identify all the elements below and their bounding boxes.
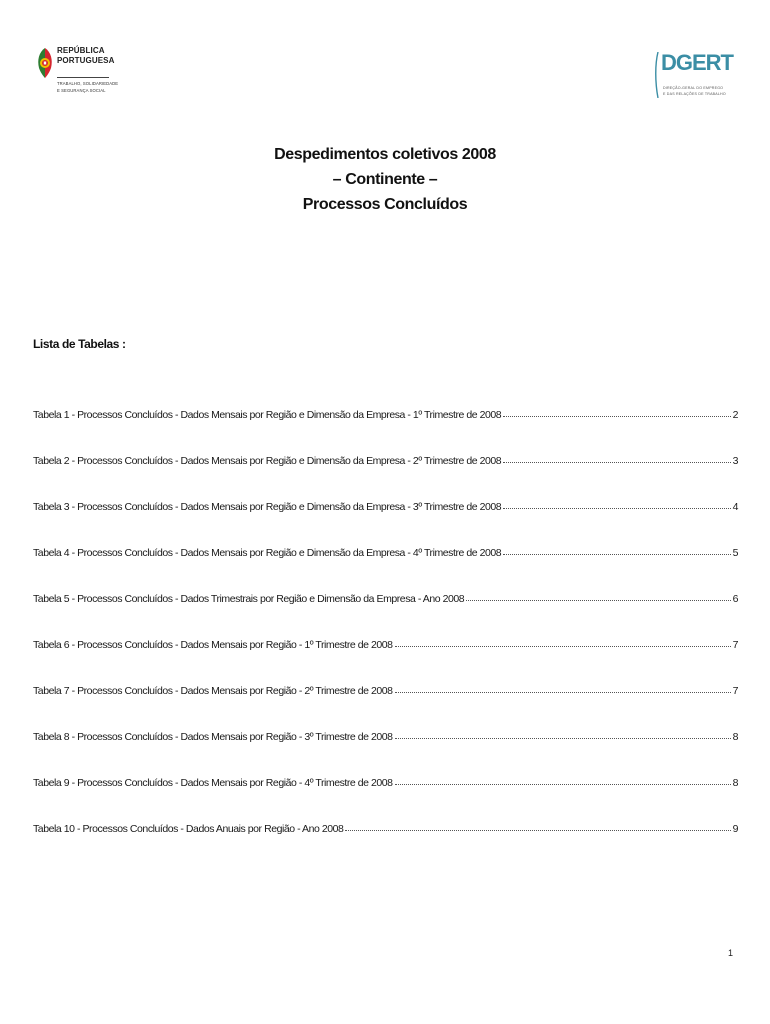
toc-entry[interactable]	[33, 684, 738, 730]
toc-entry-label: Tabela 6 - Processos Concluídos - Dados Mensais por Região - 1º Trimestre de 2008	[33, 639, 393, 651]
toc-entry[interactable]	[33, 638, 738, 684]
toc-entry-label: Tabela 7 - Processos Concluídos - Dados Mensais por Região - 2º Trimestre de 2008	[33, 685, 393, 697]
toc-leader-dots	[466, 591, 730, 601]
toc-leader-dots	[395, 683, 731, 693]
toc-entry[interactable]	[33, 776, 738, 822]
table-of-contents	[33, 408, 738, 868]
toc-entry-label: Tabela 10 - Processos Concluídos - Dados Anuais por Região - Ano 2008	[33, 823, 344, 835]
toc-entry-page: 3	[732, 455, 738, 467]
dgert-mark-icon	[654, 52, 661, 98]
toc-entry-label: Tabela 3 - Processos Concluídos - Dados Mensais por Região e Dimensão da Empresa - 3º Trimestre de 2008	[33, 501, 502, 513]
toc-leader-dots	[395, 775, 731, 785]
toc-leader-dots	[395, 729, 731, 739]
republica-portuguesa-logo	[36, 46, 126, 106]
dgert-subtitle	[663, 86, 726, 97]
ministry-line1: TRABALHO, SOLIDARIEDADE	[57, 81, 119, 86]
toc-entry-page: 6	[732, 593, 738, 605]
toc-entry[interactable]	[33, 546, 738, 592]
toc-entry[interactable]	[33, 822, 738, 868]
toc-entry-label: Tabela 5 - Processos Concluídos - Dados Trimestrais por Região e Dimensão da Empresa - Ano 2008	[33, 593, 465, 605]
toc-entry-label: Tabela 1 - Processos Concluídos - Dados Mensais por Região e Dimensão da Empresa - 1º Trimestre de 2008	[33, 409, 502, 421]
toc-entry-label: Tabela 8 - Processos Concluídos - Dados Mensais por Região - 3º Trimestre de 2008	[33, 731, 393, 743]
title-line3: Processos Concluídos	[302, 196, 468, 213]
toc-leader-dots	[395, 637, 731, 647]
toc-entry[interactable]	[33, 500, 738, 546]
toc-leader-dots	[503, 545, 730, 555]
toc-entry-page: 7	[732, 639, 738, 651]
dgert-sub-line1: DIREÇÃO-GERAL DO EMPREGO	[663, 86, 724, 90]
dgert-logo	[654, 50, 734, 102]
dgert-sub-line2: E DAS RELAÇÕES DE TRABALHO	[663, 91, 726, 96]
toc-entry-page: 7	[732, 685, 738, 697]
page-number: 1	[728, 948, 734, 958]
republica-portuguesa-name	[57, 46, 114, 65]
toc-leader-dots	[503, 407, 730, 417]
toc-entry-page: 2	[732, 409, 738, 421]
toc-entry-page: 5	[732, 547, 738, 559]
rp-divider	[57, 77, 109, 78]
portuguese-emblem-icon	[36, 46, 54, 80]
toc-entry-page: 8	[732, 731, 738, 743]
toc-entry-label: Tabela 4 - Processos Concluídos - Dados Mensais por Região e Dimensão da Empresa - 4º Trimestre de 2008	[33, 547, 502, 559]
toc-leader-dots	[345, 821, 730, 831]
document-title	[0, 142, 770, 217]
toc-entry-page: 8	[732, 777, 738, 789]
toc-entry[interactable]	[33, 592, 738, 638]
ministry-name	[57, 81, 118, 94]
rp-name-line2: PORTUGUESA	[57, 55, 115, 65]
toc-entry-label: Tabela 9 - Processos Concluídos - Dados Mensais por Região - 4º Trimestre de 2008	[33, 777, 393, 789]
rp-name-line1: REPÚBLICA	[57, 46, 105, 55]
toc-leader-dots	[503, 453, 730, 463]
title-line1: Despedimentos coletivos 2008	[274, 146, 496, 163]
toc-entry[interactable]	[33, 408, 738, 454]
dgert-wordmark: DGERT	[661, 50, 733, 75]
toc-leader-dots	[503, 499, 730, 509]
ministry-line2: E SEGURANÇA SOCIAL	[57, 87, 106, 93]
toc-entry[interactable]	[33, 730, 738, 776]
toc-entry-page: 4	[732, 501, 738, 513]
toc-entry-label: Tabela 2 - Processos Concluídos - Dados Mensais por Região e Dimensão da Empresa - 2º Trimestre de 2008	[33, 455, 502, 467]
title-line2: – Continente –	[332, 171, 438, 188]
list-of-tables-heading: Lista de Tabelas :	[33, 337, 126, 351]
toc-entry[interactable]	[33, 454, 738, 500]
toc-entry-page: 9	[732, 823, 738, 835]
